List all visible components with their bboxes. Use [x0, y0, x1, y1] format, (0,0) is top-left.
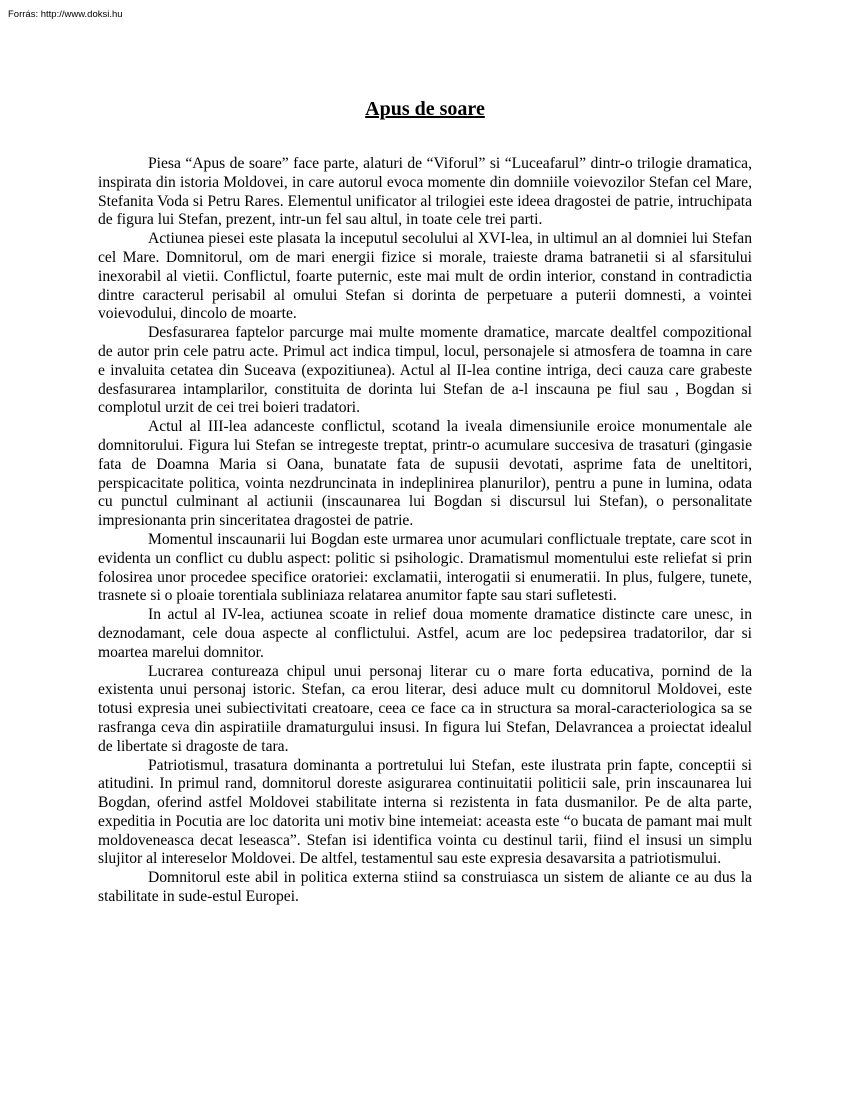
paragraph: Momentul inscaunarii lui Bogdan este urmarea unor acumulari conflictuale treptate, care scot in evidenta un conflict cu dublu aspect: politic si psihologic. Dramatismul momentului este reliefat si prin folosirea unor procedee specifice oratoriei: exclamatii, interogatii si enumeratii. In plus, fulgere, tunete, trasnete si o ploaie torentiala subliniaza relatarea anumitor fapte sau stari sufletesti. — [98, 530, 752, 605]
paragraph: Actul al III-lea adanceste conflictul, scotand la iveala dimensiunile eroice monumentale ale domnitorului. Figura lui Stefan se intregeste treptat, printr-o acumulare succesiva de trasaturi (gingasie fata de Doamna Maria si Oana, bunatate fata de supusii devotati, asprime fata de uneltitori, perspicacitate politica, vointa nezdruncinata in indeplinirea planurilor), pentru a pune in lumina, odata cu punctul culminant al actiunii (inscaunarea lui Bogdan si discursul lui Stefan), o personalitate impresionanta prin sinceritatea dragostei de patrie. — [98, 418, 752, 530]
source-note: Forrás: http://www.doksi.hu — [8, 9, 123, 20]
page-title: Apus de soare — [365, 98, 485, 120]
document-body — [98, 155, 752, 907]
paragraph: Desfasurarea faptelor parcurge mai multe momente dramatice, marcate dealtfel compozitional de autor prin cele patru acte. Primul act indica timpul, locul, personajele si atmosfera de toamna in care e invaluita cetatea din Suceava (expozitiunea). Actul al II-lea contine intriga, deci cauza care grabeste desfasurarea intamplarilor, constituita de dorinta lui Stefan de a-l inscauna pe fiul sau , Bogdan si complotul urzit de cei trei boieri tradatori. — [98, 324, 752, 417]
paragraph: Patriotismul, trasatura dominanta a portretului lui Stefan, este ilustrata prin fapte, conceptii si atitudini. In primul rand, domnitorul doreste asigurarea continuitatii politicii sale, prin inscaunarea lui Bogdan, oferind astfel Moldovei stabilitate interna si rezistenta in fata dusmanilor. Pe de alta parte, expeditia in Pocutia are loc datorita uni motiv bine intemeiat: aceasta este “o bucata de pamant mai mult moldoveneasca decat leseasca”. Stefan isi identifica vointa cu destinul tarii, fiind el insusi un simplu slujitor al intereselor Moldovei. De altfel, testamentul sau este expresia desavarsita a patriotismului. — [98, 756, 752, 868]
paragraph: Piesa “Apus de soare” face parte, alaturi de “Viforul” si “Luceafarul” dintr-o trilogie dramatica, inspirata din istoria Moldovei, in care autorul evoca momente din domniile voievozilor Stefan cel Mare, Stefanita Voda si Petru Rares. Elementul unificator al trilogiei este ideea dragostei de patrie, intruchipata de figura lui Stefan, prezent, intr-un fel sau altul, in toate cele trei parti. — [98, 155, 752, 229]
paragraph: Domnitorul este abil in politica externa stiind sa construiasca un sistem de aliante ce au dus la stabilitate in sude-estul Europei. — [98, 869, 752, 906]
paragraph: Lucrarea contureaza chipul unui personaj literar cu o mare forta educativa, pornind de la existenta unui personaj istoric. Stefan, ca erou literar, desi aduce mult cu domnitorul Moldovei, este totusi expresia unei subiectivitati creatoare, ceea ce face ca in structura sa moral-caracteriologica sa se rasfranga ceva din aspiratiile dramaturgului insusi. In figura lui Stefan, Delavrancea a proiectat idealul de libertate si dragoste de tara. — [98, 662, 752, 755]
paragraph: Actiunea piesei este plasata la inceputul secolului al XVI-lea, in ultimul an al domniei lui Stefan cel Mare. Domnitorul, om de mari energii fizice si morale, traieste drama batranetii si al sfarsitului inexorabil al vietii. Conflictul, foarte puternic, este mai mult de ordin interior, constand in contradictia dintre caracterul perisabil al omului Stefan si dorinta de perpetuare a puterii domnesti, a vointei voievodului, dincolo de moarte. — [98, 230, 752, 323]
paragraph: In actul al IV-lea, actiunea scoate in relief doua momente dramatice distincte care unesc, in deznodamant, cele doua aspecte al conflictului. Astfel, acum are loc pedepsirea tradatorilor, dar si moartea marelui domnitor. — [98, 606, 752, 661]
